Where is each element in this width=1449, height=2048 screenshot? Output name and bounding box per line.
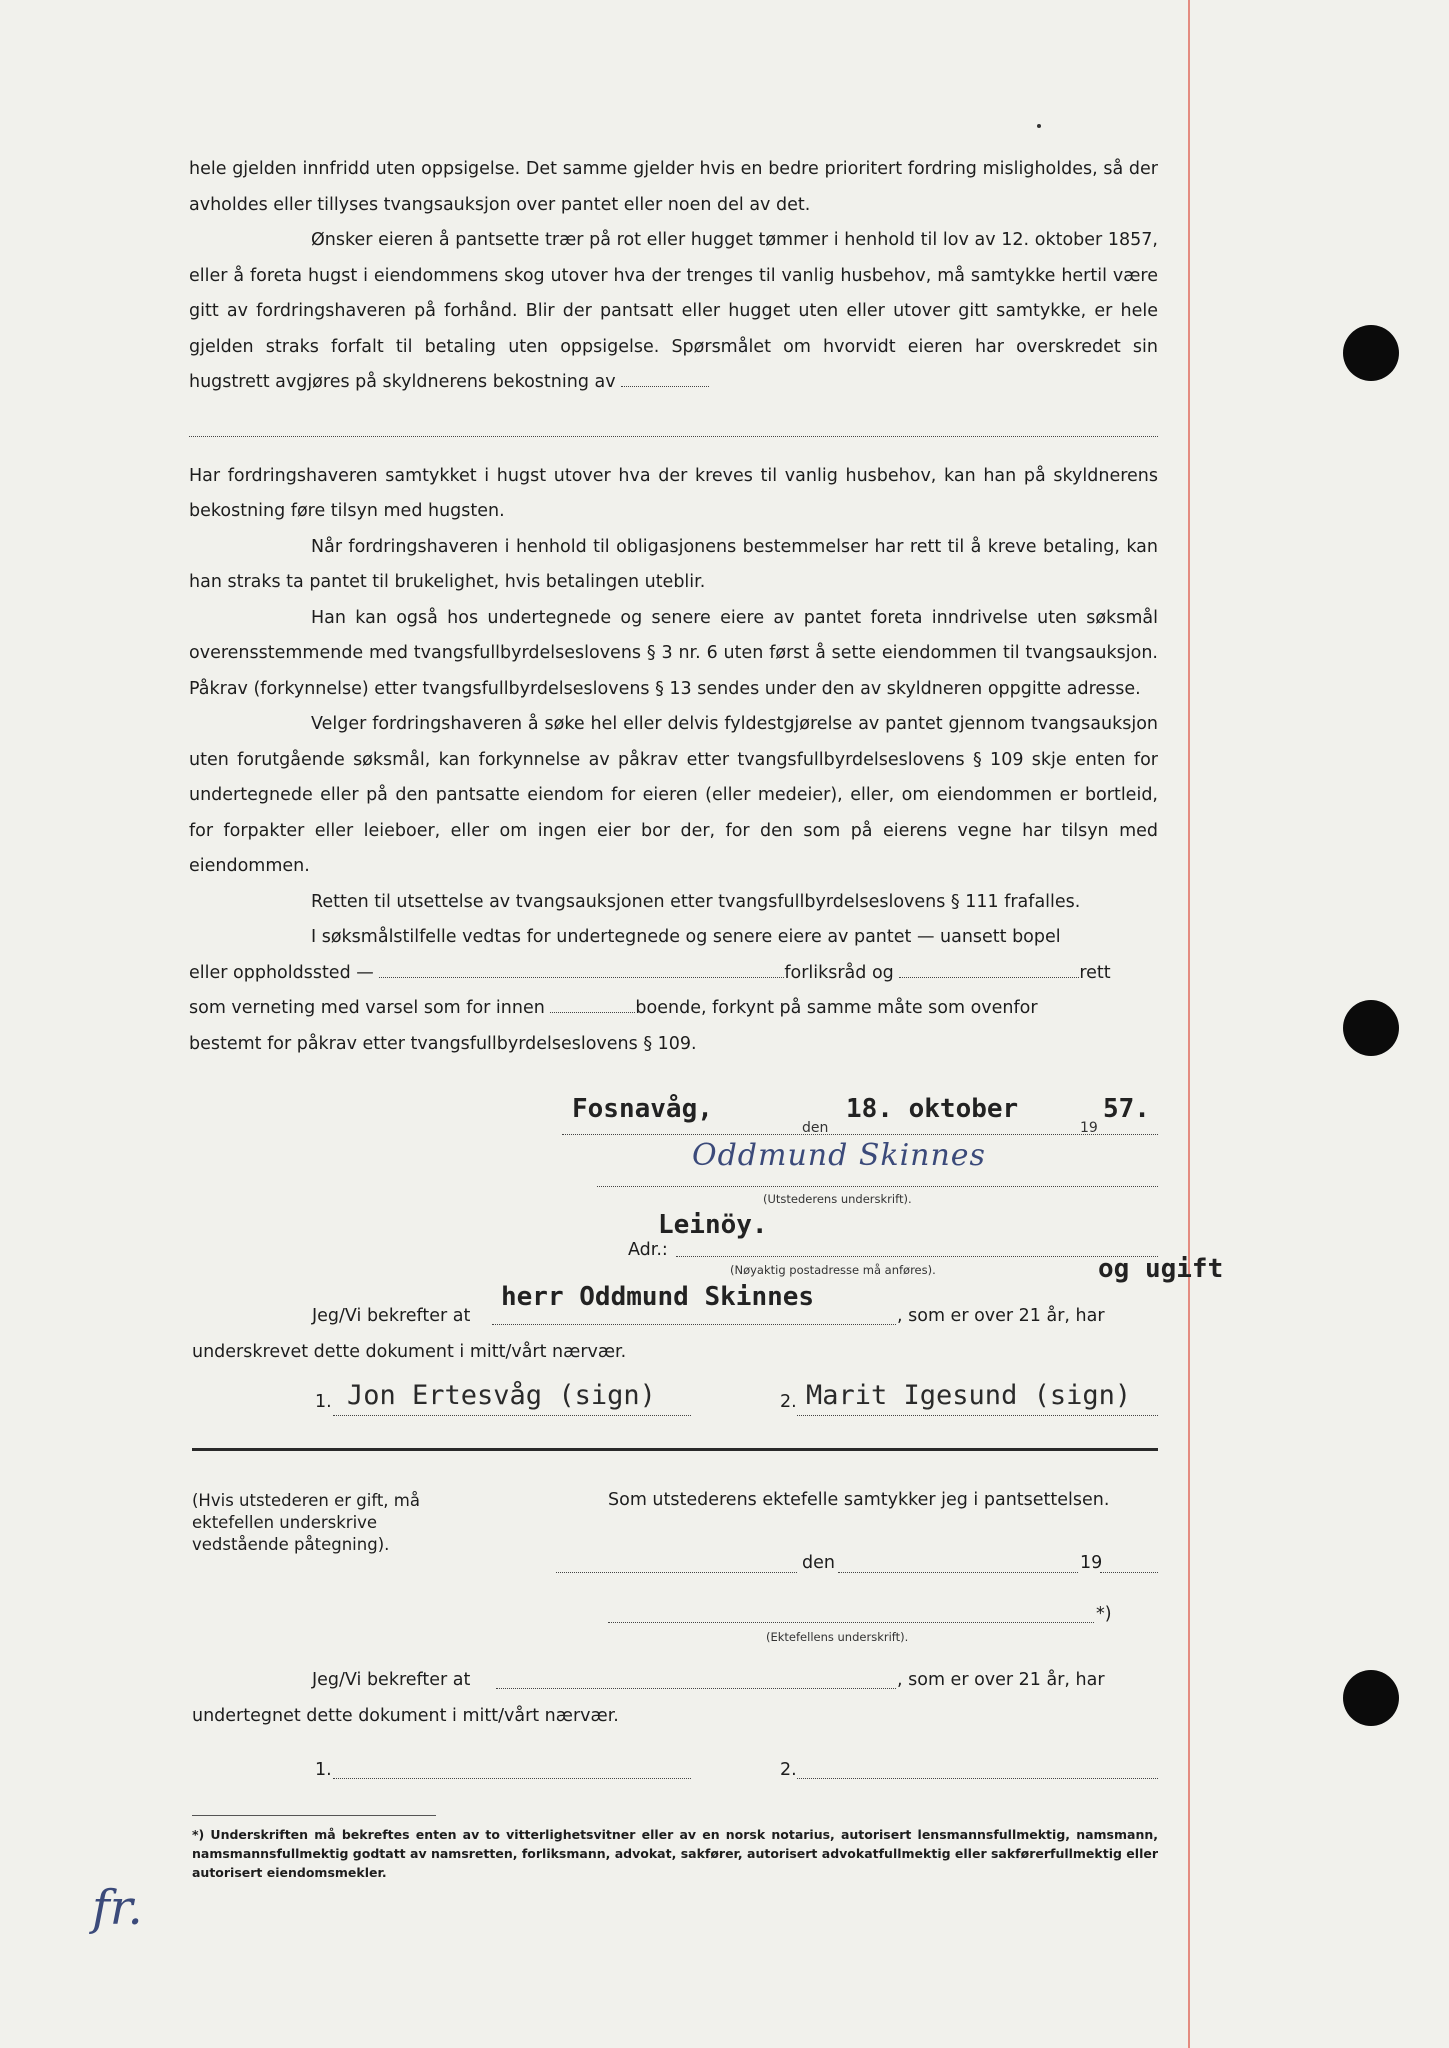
paragraph: Har fordringshaveren samtykket i hugst utover hva der kreves til vanlig husbehov, kan han på skyldnerens bekostning føre tilsyn med hugsten.: [189, 465, 1158, 521]
witness-one-line: [333, 1415, 691, 1416]
margin-initials: fr.: [92, 1880, 143, 1936]
witness2-suffix: , som er over 21 år, har: [897, 1670, 1105, 1690]
footnote: *) Underskriften må bekreftes enten av to vitterlighetsvitner eller av en norsk notarius, autorisert lensmannsfullmektig, namsmann, namsmannsfullmektig godtatt av namsretten, forliksmann, advokat, sakfører, autorisert advokatfullmektig eller sakførerfullmektig eller autorisert eiendomsmekler.: [192, 1827, 1158, 1880]
ink-dot: [1037, 124, 1041, 128]
witnessed-person: herr Oddmund Skinnes: [501, 1282, 815, 1312]
section-divider: [192, 1448, 1158, 1451]
century-label: 19: [1080, 1120, 1098, 1136]
punch-hole: [1343, 325, 1399, 381]
den-label: den: [802, 1120, 829, 1136]
witness-name-line: [492, 1324, 896, 1325]
paragraph: Han kan også hos undertegnede og senere eiere av pantet foreta inndrivelse uten søksmål overensstemmende med tvangsfullbyrdelseslovens § 3 nr. 6 uten først å sette eiendommen til tvangsauksjon. Påkrav (forkynnelse) etter tvangsfullbyrdelseslovens § 13 sendes under den av skyldneren oppgitte adresse.: [189, 607, 1158, 699]
address-label: Adr.:: [628, 1240, 668, 1260]
spouse-consent: Som utstederens ektefelle samtykker jeg i pantsettelsen.: [608, 1490, 1110, 1510]
witness2-number: 2.: [780, 1760, 797, 1780]
punch-hole: [1343, 1000, 1399, 1056]
witness2-name-line: [496, 1688, 896, 1689]
witness-prefix: Jeg/Vi bekrefter at: [312, 1306, 471, 1326]
spouse-signature-line: [608, 1622, 1094, 1623]
paragraph: hele gjelden innfridd uten oppsigelse. Det samme gjelder hvis en bedre prioritert fordring misligholdes, så der avholdes eller tillyses tvangsauksjon over pantet eller noen del av det.: [189, 159, 1158, 215]
witness-number: 2.: [780, 1392, 797, 1412]
year-value: 57.: [1103, 1094, 1150, 1124]
spouse-date-line: [838, 1572, 1078, 1573]
venue-line: I søksmålstilfelle vedtas for undertegnede og senere eiere av pantet — uansett bopel: [311, 927, 1061, 947]
witness2-number: 1.: [315, 1760, 332, 1780]
witness2-one-line: [333, 1778, 691, 1779]
signature-caption: (Utstederens underskrift).: [763, 1192, 912, 1206]
marital-status: og ugift: [1098, 1254, 1224, 1284]
witness2-text: undertegnet dette dokument i mitt/vårt nærvær.: [192, 1706, 619, 1726]
address-value: Leinöy.: [658, 1210, 768, 1240]
body-text: [189, 152, 1158, 1062]
spouse-note: (Hvis utstederen er gift, må ektefellen underskrive vedstående påtegning).: [192, 1491, 420, 1554]
spouse-den-label: den: [802, 1553, 835, 1573]
venue-line: som verneting med varsel som for innen boende, forkynt på samme måte som ovenfor: [189, 998, 1038, 1018]
witness-number: 1.: [315, 1392, 332, 1412]
address-caption: (Nøyaktig postadresse må anføres).: [730, 1263, 936, 1277]
address-line: [676, 1256, 1158, 1257]
paragraph: Ønsker eieren å pantsette trær på rot eller hugget tømmer i henhold til lov av 12. oktober 1857, eller å foreta hugst i eiendommens skog utover hva der trenges til vanlig husbehov, må samtykke hertil være gitt av fordringshaveren på forhånd. Blir der pantsatt eller hugget uten eller utover gitt samtykke, er hele gjelden straks forfalt til betaling uten oppsigelse. Spørsmålet om hvorvidt eieren har overskredet sin hugstrett avgjøres på skyldnerens bekostning av: [189, 230, 1158, 392]
witness2-two-line: [797, 1778, 1158, 1779]
date-value: 18. oktober: [846, 1094, 1019, 1124]
spouse-year-line: [1100, 1572, 1158, 1573]
witness-two-line: [797, 1415, 1158, 1416]
witness-two-signature: Marit Igesund (sign): [806, 1380, 1132, 1411]
blank-line: [189, 401, 1158, 437]
issuer-signature: Oddmund Skinnes: [692, 1138, 986, 1173]
witness-one-signature: Jon Ertesvåg (sign): [347, 1380, 656, 1411]
venue-line: eller oppholdssted — forliksråd og rett: [189, 962, 1111, 983]
spouse-century: 19: [1080, 1553, 1103, 1573]
paragraph: Retten til utsettelse av tvangsauksjonen etter tvangsfullbyrdelseslovens § 111 frafalles.: [311, 891, 1081, 912]
date-line: [562, 1134, 1158, 1135]
witness-text: underskrevet dette dokument i mitt/vårt nærvær.: [192, 1342, 627, 1362]
witness2-prefix: Jeg/Vi bekrefter at: [312, 1670, 471, 1690]
footnote-rule: [192, 1815, 436, 1816]
spouse-date-line: [556, 1572, 797, 1573]
signature-line: [597, 1186, 1158, 1187]
punch-hole: [1343, 1670, 1399, 1726]
witness-suffix: , som er over 21 år, har: [897, 1306, 1105, 1326]
spouse-caption: (Ektefellens underskrift).: [766, 1630, 909, 1644]
margin-rule: [1188, 0, 1190, 2048]
footnote-ref: *): [1096, 1604, 1112, 1624]
paragraph: Velger fordringshaveren å søke hel eller delvis fyldestgjørelse av pantet gjennom tvangsauksjon uten forutgående søksmål, kan forkynnelse av påkrav etter tvangsfullbyrdelseslovens § 109 skje enten for undertegnede eller på den pantsatte eiendom for eieren (eller medeier), eller, om eiendommen er bortleid, for forpakter eller leieboer, eller om ingen eier bor der, for den som på eierens vegne har tilsyn med eiendommen.: [189, 714, 1158, 876]
place-value: Fosnavåg,: [572, 1094, 713, 1124]
paragraph: Når fordringshaveren i henhold til obligasjonens bestemmelser har rett til å kreve betaling, kan han straks ta pantet til brukelighet, hvis betalingen uteblir.: [189, 536, 1158, 592]
venue-line: bestemt for påkrav etter tvangsfullbyrdelseslovens § 109.: [189, 1033, 697, 1054]
